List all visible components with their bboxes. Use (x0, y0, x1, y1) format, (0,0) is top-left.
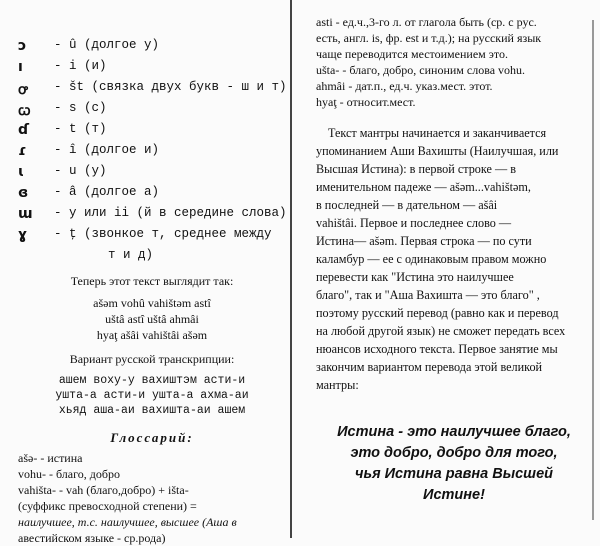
paragraph-line: каламбур — ее с одинаковым правом можно (316, 252, 547, 266)
avestan-glyph-icon: ɩ (18, 164, 25, 180)
avestan-glyph-icon: ꝍ (18, 82, 28, 98)
alphabet-row (18, 164, 286, 185)
right-glossary (316, 14, 592, 110)
avestan-line-2: uštâ astî uštâ ahmâi (105, 312, 199, 326)
avestan-glyph-icon: ɾ (18, 143, 27, 159)
alphabet-row (18, 185, 286, 206)
transcription-line-1: ашем воху-у вахиштэм асти-и (58, 374, 246, 387)
transliteration: - u (у) (54, 164, 107, 178)
final-line: чья Истина равна Высшей (355, 466, 553, 482)
avestan-lines (18, 295, 286, 343)
transliteration: - î (долгое и) (54, 143, 160, 157)
paragraph-line: Истина— ašəm. Первая строка — по сути (316, 234, 532, 248)
final-translation (316, 422, 592, 506)
column-divider (290, 0, 292, 538)
avestan-glyph-icon: ꞷ (18, 103, 31, 119)
explanation-paragraph (316, 124, 592, 394)
left-column (18, 8, 286, 546)
paragraph-line: мантры: (316, 378, 359, 392)
alphabet-row (18, 143, 286, 164)
glossary-item: vahišta- - vah (благо,добро) + išta- (18, 483, 189, 497)
paragraph-line: упоминанием Аши Вахишты (Наилучшая, или (316, 144, 559, 158)
avestan-glyph-icon: ɯ (18, 206, 33, 222)
gloss-hyat: hyaţ - относит.мест. (316, 95, 416, 109)
paragraph-line: на любой другой язык) не сможет передать всех (316, 324, 566, 338)
avestan-glyph-icon: ɞ (18, 185, 29, 201)
paragraph-line: благо", так и "Аша Вахишта — это благо" , (316, 288, 540, 302)
glossary-list (18, 450, 286, 546)
paragraph-line: перевести как "Истина это наилучшее (316, 270, 514, 284)
transliteration: - â (долгое а) (54, 185, 160, 199)
paragraph-line: vahištâi. Первое и последнее слово — (316, 216, 512, 230)
alphabet-row (18, 38, 286, 59)
avestan-glyph-icon: ı (18, 59, 23, 75)
gloss-ushta: ušta- - благо, добро, синоним слова vohu. (316, 63, 526, 77)
alphabet-continuation: т и д) (108, 248, 154, 262)
paragraph-line: закончим вариантом перевода этой великой (316, 360, 543, 374)
paragraph-line: именительном падеже — ašəm...vahištəm, (316, 180, 531, 194)
transliteration: - t (т) (54, 122, 107, 136)
alphabet-row (18, 122, 286, 143)
transliteration: - y или ii (й в середине слова) (54, 206, 287, 220)
alphabet-row (18, 59, 286, 80)
alphabet-row (18, 206, 286, 227)
paragraph-line: в последней — в дательном — ašâi (316, 198, 498, 212)
final-line: Истине! (423, 487, 485, 503)
gloss-asti: asti - ед.ч.,3-го л. от глагола быть (ср. с рус. (316, 15, 537, 29)
glossary-item: vohu- - благо, добро (18, 467, 120, 481)
avestan-line-1: ašəm vohû vahištəm astî (93, 296, 211, 310)
transcription-line-3: хьяд аша-аи вахишта-аи ашем (58, 404, 246, 417)
glossary-item: наилучшее, т.с. наилучшее, высшее (Аша в (18, 515, 237, 529)
final-line: Истина - это наилучшее благо, (337, 424, 571, 440)
gloss-ahmai: ahmâi - дат.п., ед.ч. указ.мест. этот. (316, 79, 493, 93)
alphabet-row (18, 80, 286, 101)
transliteration: - û (долгое у) (54, 38, 160, 52)
glossary-item: (суффикс превосходной степени) = (18, 499, 197, 513)
transliteration: - ţ (звонкое т, среднее между (54, 227, 272, 241)
transliteration: - št (связка двух букв - ш и т) (54, 80, 287, 94)
transliteration: - i (и) (54, 59, 107, 73)
final-line: это добро, добро для того, (350, 445, 558, 461)
russian-transcription (18, 373, 286, 418)
glossary-item: ašə- - истина (18, 451, 83, 465)
avestan-glyph-icon: ↄ (18, 38, 27, 54)
avestan-glyph-icon: ɣ (18, 227, 28, 243)
glossary-item: авестийском языке - ср.рода) (18, 531, 166, 545)
avestan-line-3: hyaţ ašâi vahištâi ašəm (96, 328, 208, 342)
gloss-asti-cont: чаще переводится местоимением это. (316, 47, 508, 61)
alphabet-row (18, 101, 286, 122)
alphabet-row (18, 227, 286, 248)
alphabet-table (18, 38, 286, 248)
page-edge (592, 20, 594, 520)
gloss-asti-cont: есть, англ. is, фр. est и т.д.); на русский язык (316, 31, 542, 45)
variant-title: Вариант русской транскрипции: (69, 352, 235, 366)
paragraph-line: Текст мантры начинается и заканчивается (328, 126, 547, 140)
paragraph-line: нюансов исходного текста. Первое занятие мы (316, 342, 558, 356)
transcription-line-2: уштa-а асти-и уштa-а ахма-аи (55, 389, 249, 402)
paragraph-line: Высшая Истина): в первой строке — в (316, 162, 516, 176)
glossary-title: Глоссарий: (110, 430, 194, 445)
avestan-glyph-icon: ɗ (18, 122, 30, 138)
paragraph-line: поэтому русский перевод (равно как и перевод (316, 306, 559, 320)
now-text: Теперь этот текст выглядит так: (70, 274, 234, 288)
right-column (316, 14, 592, 506)
transliteration: - s (с) (54, 101, 107, 115)
